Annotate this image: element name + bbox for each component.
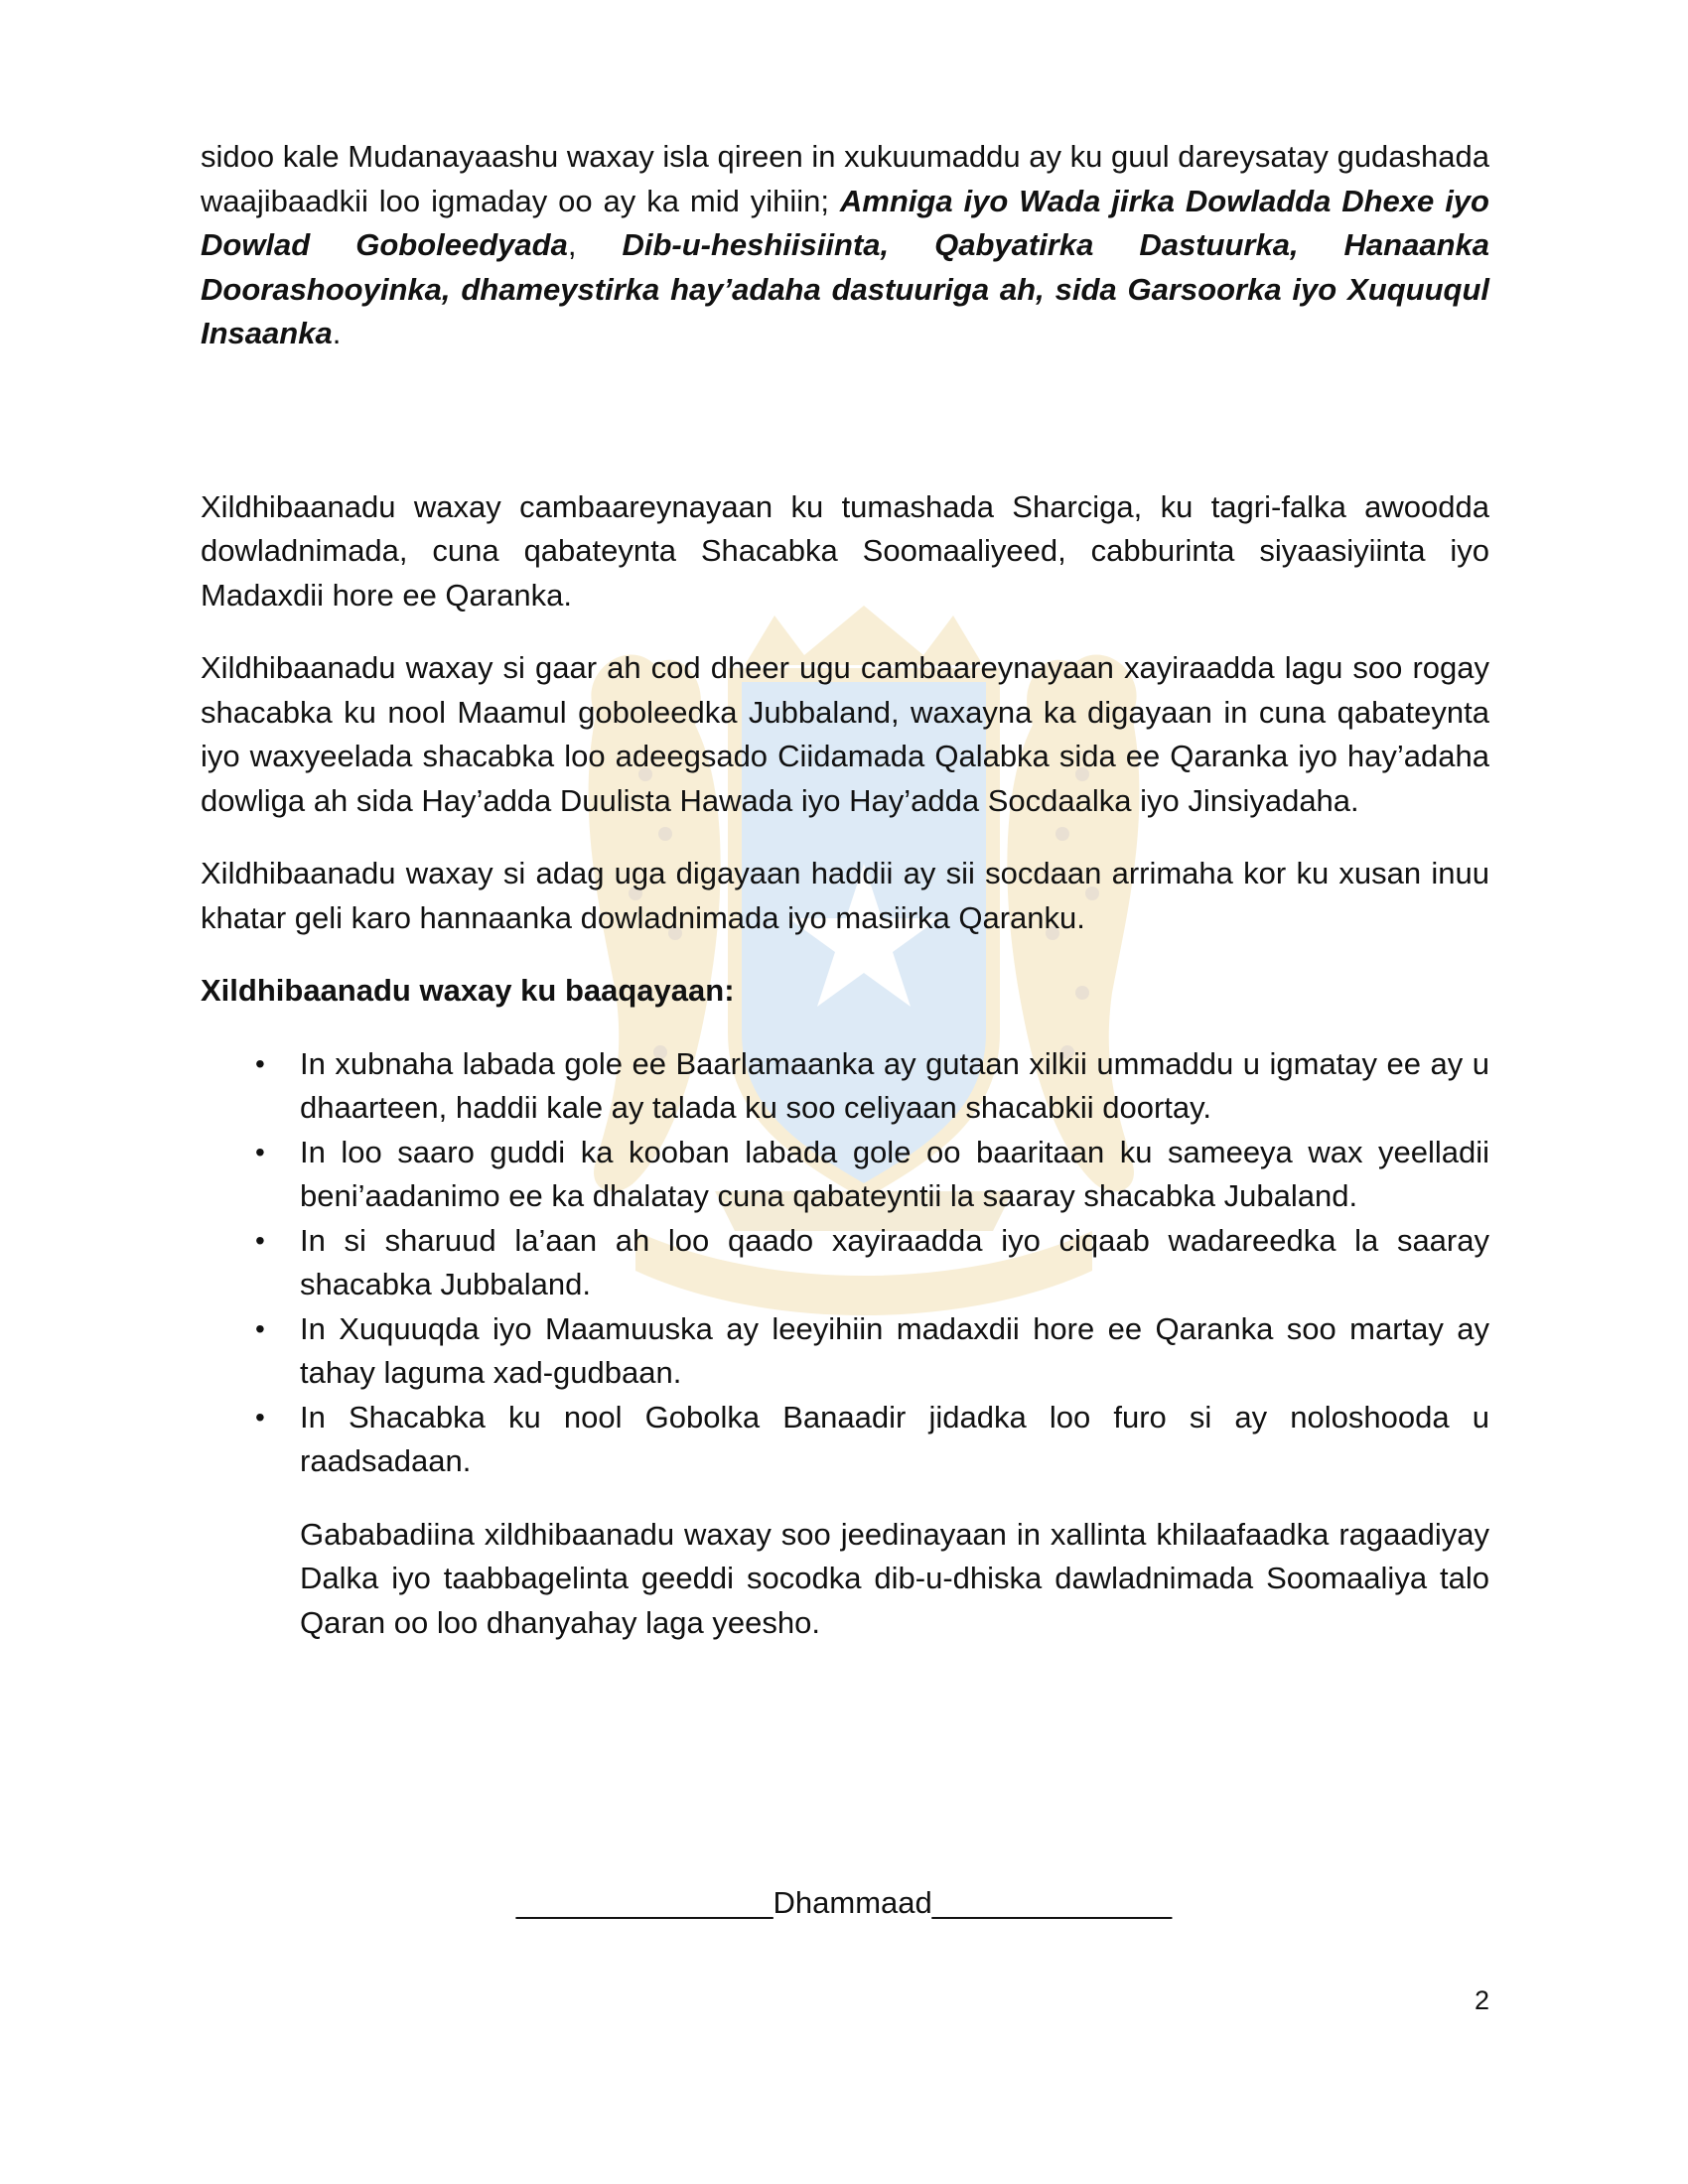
bullet-icon: •	[255, 1047, 265, 1079]
paragraph-warning: Xildhibaanadu waxay si adag uga digayaan haddii ay sii socdaan arrimaha kor ku xusan inuu khatar geli karo hannaanka dowladnimada iyo masiirka Qaranku.	[201, 856, 1489, 935]
demands-list	[201, 1042, 1489, 1484]
paragraph-intro-end: .	[332, 316, 342, 350]
paragraph-condemnation: Xildhibaanadu waxay cambaareynayaan ku tumashada Sharciga, ku tagri-falka awoodda dowladnimada, cuna qabateynta Shacabka Soomaaliyeed, cabburinta siyaasiyiinta iyo Madaxdii hore ee Qaranka.	[201, 488, 1489, 613]
paragraph-intro-emphasis-1: Amniga iyo Wada jirka Dowladda Dhexe iyo Dowlad Goboleedyada	[201, 183, 1489, 262]
bullet-icon: •	[255, 1224, 265, 1256]
list-item: • In si sharuud la’aan ah loo qaado xayiraadda iyo ciqaab wadareedka la saaray shacabka Jubbaland.	[300, 1219, 1489, 1307]
call-heading: Xildhibaanadu waxay ku baaqayaan:	[201, 973, 735, 1008]
paragraph-intro-separator: ,	[567, 227, 623, 262]
bullet-icon: •	[255, 1136, 265, 1167]
paragraph-intro	[201, 135, 1489, 356]
end-marker: _______________Dhammaad______________	[515, 1885, 1173, 1920]
paragraph-intro-text: sidoo kale Mudanayaashu waxay isla qireen in xukuumaddu ay ku guul dareysatay gudashada waajibaadkii loo igmaday oo ay ka mid yihiin;	[201, 139, 1489, 218]
page-number: 2	[1474, 1985, 1489, 2015]
paragraph-intro-emphasis-2: Dib-u-heshiisiinta, Qabyatirka Dastuurka, Hanaanka Doorashooyinka, dhameystirka hay’adaha dastuuriga ah, sida Garsoorka iyo Xuquuqul Insaanka	[201, 227, 1490, 350]
list-item: • In Xuquuqda iyo Maamuuska ay leeyihiin madaxdii hore ee Qaranka soo martay ay tahay laguma xad-gudbaan.	[300, 1307, 1489, 1396]
closing-paragraph: Gababadiina xildhibaanadu waxay soo jeedinayaan in xallinta khilaafaadka ragaadiyay Dalka iyo taabbagelinta geeddi socodka dib-u-dhiska dawladnimada Soomaaliya talo Qaran oo loo dhanyahay laga yeesho.	[300, 1516, 1489, 1640]
document-body	[201, 135, 1489, 1645]
list-item: • In xubnaha labada gole ee Baarlamaanka ay gutaan xilkii ummaddu u igmatay ee ay u dhaarteen, haddii kale ay talada ku soo celiyaan shacabkii doortay.	[300, 1042, 1489, 1131]
list-item: • In Shacabka ku nool Gobolka Banaadir jidadka loo furo si ay noloshooda u raadsadaan.	[300, 1396, 1489, 1484]
paragraph-jubbaland: Xildhibaanadu waxay si gaar ah cod dheer ugu cambaareynayaan xayiraadda lagu soo rogay shacabka ku nool Maamul goboleedka Jubbaland, waxayna ka digayaan in cuna qabateynta iyo waxyeelada shacabka loo adeegsado Ciidamada Qalabka sida ee Qaranka iyo hay’adaha dowliga ah sida Hay’adda Duulista Hawada iyo Hay’adda Socdaalka iyo Jinsiyadaha.	[201, 650, 1489, 818]
bullet-icon: •	[255, 1312, 265, 1344]
list-item: • In loo saaro guddi ka kooban labada gole oo baaritaan ku sameeya wax yeelladii beni’aadanimo ee ka dhalatay cuna qabateyntii la saaray shacabka Jubaland.	[300, 1131, 1489, 1219]
bullet-icon: •	[255, 1401, 265, 1433]
